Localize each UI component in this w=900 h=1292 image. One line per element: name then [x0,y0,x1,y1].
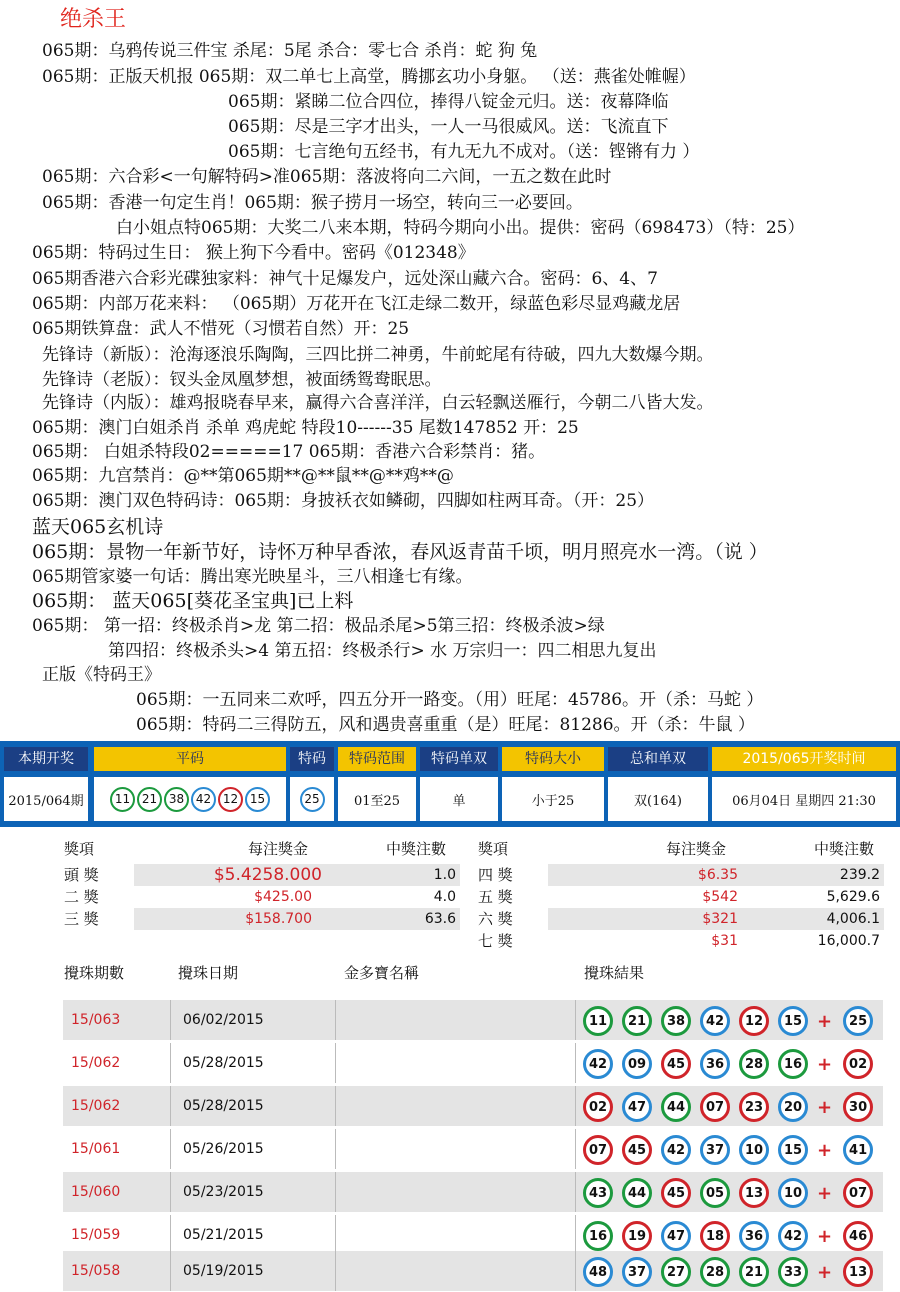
draw-period: 15/058 [71,1263,121,1279]
plus-icon: + [817,1182,833,1204]
draw-row [63,1129,883,1169]
line-12: 065期铁算盘：武人不惜死（习惯若自然）开：25 [32,319,410,339]
number-ball: 12 [218,787,243,812]
period-cell: 2015/064期 [4,777,88,821]
plus-icon: + [817,1010,833,1032]
number-ball: 11 [583,1006,613,1036]
line-19: 065期：澳门双色特码诗：065期：身披袄衣如鳞砌，四脚如柱两耳奇。（开：25） [32,491,655,511]
plus-icon: + [817,1096,833,1118]
number-ball: 18 [700,1221,730,1251]
prize-row: 二 獎 $425.00 4.0 [64,888,456,906]
number-ball: 43 [583,1178,613,1208]
prize-table-right [476,838,886,962]
number-ball: 16 [583,1221,613,1251]
line-6: 065期：六合彩<一句解特码>准065期：落波将向二六间，一五之数在此时 [42,167,612,187]
special-number-ball: 07 [843,1178,873,1208]
number-ball: 15 [778,1006,808,1036]
prize-header-name: 獎項 [478,840,509,858]
line-4: 065期：尽是三字才出头，一人一马很威风。送：飞流直下 [228,117,669,137]
number-ball: 42 [191,787,216,812]
number-ball: 42 [583,1049,613,1079]
special-number-ball: 46 [843,1221,873,1251]
number-ball: 19 [622,1221,652,1251]
draw-date: 06/02/2015 [183,1012,264,1028]
number-ball: 42 [661,1135,691,1165]
draw-header-period: 攪珠期數 [64,964,125,982]
draw-date: 05/28/2015 [183,1055,264,1071]
prize-table-left [62,838,462,938]
sum-odd-even-cell: 双(164) [608,777,708,821]
number-ball: 21 [622,1006,652,1036]
draw-row [63,1000,883,1040]
draw-balls [583,1221,882,1251]
plus-icon: + [817,1261,833,1283]
line-24: 065期： 第一招：终极杀肖>龙 第二招：极品杀尾>5第三招：终极杀波>绿 [32,616,605,636]
plus-icon: + [817,1139,833,1161]
line-14: 先锋诗（老版）：钗头金凤凰梦想，被面绣鸳鸯眠思。 [42,370,442,390]
number-ball: 42 [700,1006,730,1036]
line-26: 正版《特码王》 [42,665,161,685]
draw-row [63,1251,883,1291]
line-7: 065期：香港一句定生肖！065期：猴子捞月一场空，转向三一必要回。 [42,193,583,213]
number-ball: 10 [739,1135,769,1165]
number-ball: 21 [137,787,162,812]
page-title: 绝杀王 [60,7,127,32]
prize-header-name: 獎項 [64,840,95,858]
header-size: 特码大小 [502,747,604,771]
special-number-ball: 02 [843,1049,873,1079]
number-ball: 45 [661,1049,691,1079]
number-ball: 21 [739,1257,769,1287]
draw-period: 15/060 [71,1184,121,1200]
plus-icon: + [817,1053,833,1075]
line-10: 065期香港六合彩光碟独家料：神气十足爆发户，远处深山藏六合。密码：6、4、7 [32,269,658,289]
number-ball: 38 [164,787,189,812]
prize-row: 四 獎 $6.35 239.2 [478,866,880,884]
draw-period: 15/059 [71,1227,121,1243]
draw-row [63,1172,883,1212]
number-ball: 37 [700,1135,730,1165]
prize-row: 六 獎 $321 4,006.1 [478,910,880,928]
draw-balls [583,1135,882,1165]
number-ball: 45 [661,1178,691,1208]
number-ball: 44 [661,1092,691,1122]
line-25: 第四招：终极杀头>4 第五招：终极杀行> 水 万宗归一：四二相思九复出 [108,641,657,661]
draw-balls [583,1092,882,1122]
prize-row: 頭 獎 $5.4258.000 1.0 [64,865,456,885]
line-15: 先锋诗（内版）：雄鸡报晓春早来，赢得六合喜洋洋，白云轻飘送雁行，今朝二八皆大发。 [42,393,714,413]
line-1: 065期：乌鸦传说三件宝 杀尾：5尾 杀合：零七合 杀肖：蛇 狗 兔 [42,41,538,61]
draw-header-date: 攪珠日期 [178,964,239,982]
number-ball: 47 [661,1221,691,1251]
prize-header-amount: 每注獎金 [248,840,309,858]
prize-row: 五 獎 $542 5,629.6 [478,888,880,906]
number-ball: 38 [661,1006,691,1036]
line-22: 065期管家婆一句话：腾出寒光映星斗，三八相逢七有缘。 [32,567,473,587]
draw-balls [583,1049,882,1079]
number-ball: 15 [778,1135,808,1165]
line-18: 065期：九宫禁肖：@**第065期**@**鼠**@**鸡**@ [32,466,454,486]
plus-icon: + [817,1225,833,1247]
draw-row [63,1086,883,1126]
line-2: 065期：正版天机报 065期：双二单七上高堂，腾挪玄功小身躯。 （送：燕雀处帷幄） [42,67,696,87]
draw-header-result: 攪珠結果 [584,964,645,982]
line-8: 白小姐点特065期：大奖二八来本期，特码今期向小出。提供：密码（698473）（特：25） [116,218,805,238]
number-ball: 12 [739,1006,769,1036]
number-ball: 28 [700,1257,730,1287]
draw-date: 05/19/2015 [183,1263,264,1279]
line-11: 065期：内部万花来料： （065期）万花开在飞江走绿二数开，绿蓝色彩尽显鸡藏龙居 [32,294,681,314]
line-20: 蓝天065玄机诗 [32,516,164,538]
number-ball: 37 [622,1257,652,1287]
special-number-ball: 25 [300,787,325,812]
prize-header-amount: 每注獎金 [666,840,727,858]
line-9: 065期：特码过生日： 猴上狗下今看中。密码《012348》 [32,243,475,263]
number-ball: 15 [245,787,270,812]
special-number-ball: 13 [843,1257,873,1287]
number-ball: 07 [583,1135,613,1165]
line-16: 065期：澳门白姐杀肖 杀单 鸡虎蛇 特段10------35 尾数147852 开：25 [32,418,579,438]
line-5: 065期：七言绝句五经书，有九无九不成对。（送：铿锵有力 ） [228,142,700,162]
size-cell: 小于25 [502,777,604,821]
number-ball: 10 [778,1178,808,1208]
line-13: 先锋诗（新版）：沧海逐浪乐陶陶，三四比拼二神勇，牛前蛇尾有待破，四九大数爆今期。 [42,345,714,365]
draw-balls [583,1257,882,1287]
number-ball: 48 [583,1257,613,1287]
prize-header-count: 中獎注數 [814,840,875,858]
header-sum-odd-even: 总和单双 [608,747,708,771]
number-ball: 44 [622,1178,652,1208]
number-ball: 23 [739,1092,769,1122]
number-ball: 11 [110,787,135,812]
number-ball: 28 [739,1049,769,1079]
special-cell [290,777,334,821]
flat-numbers-cell [94,777,286,821]
number-ball: 07 [700,1092,730,1122]
draw-balls [583,1178,882,1208]
draw-date: 05/26/2015 [183,1141,264,1157]
special-number-ball: 41 [843,1135,873,1165]
number-ball: 09 [622,1049,652,1079]
draw-period: 15/061 [71,1141,121,1157]
header-current-draw: 本期开奖 [4,747,88,771]
prize-row: 七 獎 $31 16,000.7 [478,932,880,950]
draw-header-name: 金多寶名稱 [344,964,420,982]
number-ball: 05 [700,1178,730,1208]
number-ball: 16 [778,1049,808,1079]
number-ball: 36 [739,1221,769,1251]
draw-date: 05/23/2015 [183,1184,264,1200]
line-17: 065期： 白姐杀特段02=====17 065期：香港六合彩禁肖：猪。 [32,442,546,462]
number-ball: 36 [700,1049,730,1079]
number-ball: 45 [622,1135,652,1165]
number-ball: 42 [778,1221,808,1251]
draw-row [63,1043,883,1083]
number-ball: 47 [622,1092,652,1122]
special-number-ball: 30 [843,1092,873,1122]
draw-period: 15/062 [71,1098,121,1114]
number-ball: 33 [778,1257,808,1287]
header-draw-time: 2015/065开奖时间 [712,747,896,771]
draw-date: 05/21/2015 [183,1227,264,1243]
draw-period: 15/063 [71,1012,121,1028]
draw-time-cell: 06月04日 星期四 21:30 [712,777,896,821]
prize-row: 三 獎 $158.700 63.6 [64,910,456,928]
line-3: 065期：紧睇二位合四位，捧得八锭金元归。送：夜幕降临 [228,92,669,112]
number-ball: 13 [739,1178,769,1208]
draw-date: 05/28/2015 [183,1098,264,1114]
header-flat-numbers: 平码 [94,747,286,771]
draw-period: 15/062 [71,1055,121,1071]
line-27: 065期：一五同来二欢呼，四五分开一路变。（用）旺尾：45786。开（杀：马蛇 ） [136,690,764,710]
header-odd-even: 特码单双 [420,747,498,771]
result-bar [0,741,900,827]
range-cell: 01至25 [338,777,416,821]
prize-header-count: 中獎注數 [386,840,447,858]
line-21: 065期：景物一年新节好，诗怀万种早香浓，春风返青苗千顷，明月照亮水一湾。（说 ） [32,541,768,563]
header-special: 特码 [290,747,334,771]
draw-balls [583,1006,882,1036]
line-23: 065期： 蓝天065[葵花圣宝典]已上料 [32,590,354,612]
number-ball: 27 [661,1257,691,1287]
special-number-ball: 25 [843,1006,873,1036]
number-ball: 02 [583,1092,613,1122]
number-ball: 20 [778,1092,808,1122]
odd-even-cell: 单 [420,777,498,821]
line-28: 065期：特码二三得防五，风和遇贵喜重重（是）旺尾：81286。开（杀：牛鼠 ） [136,715,755,735]
header-range: 特码范围 [338,747,416,771]
draw-row [63,1215,883,1255]
